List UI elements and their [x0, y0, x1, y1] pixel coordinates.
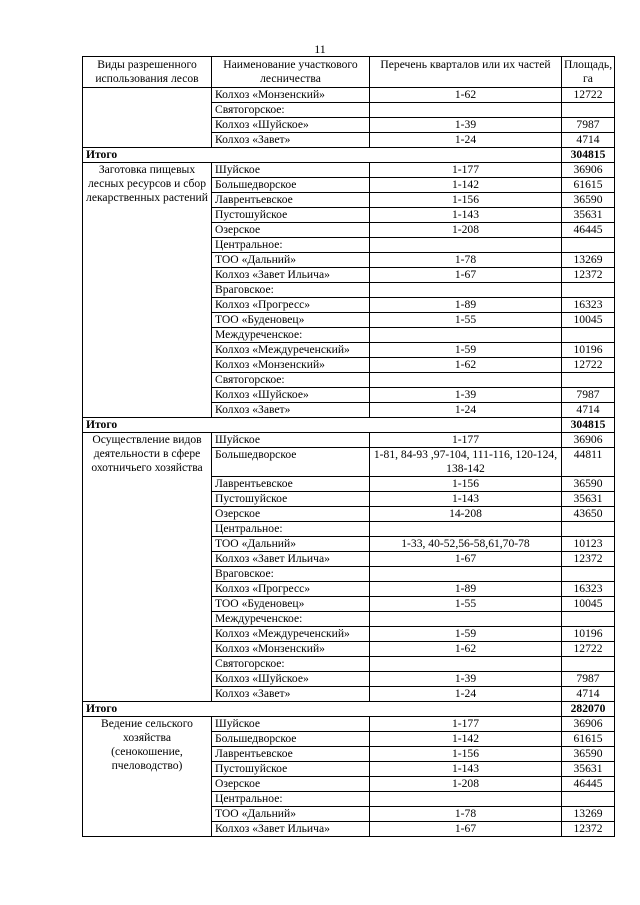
- area-cell: 7987: [562, 388, 615, 403]
- quarters-cell: 1-177: [370, 717, 562, 732]
- use-type-cell: [83, 88, 212, 148]
- forestry-name-cell: Пустошуйское: [212, 208, 370, 223]
- forest-use-table: [82, 56, 615, 837]
- quarters-cell: 1-143: [370, 762, 562, 777]
- area-cell: 13269: [562, 253, 615, 268]
- area-cell: [562, 283, 615, 298]
- area-cell: 10123: [562, 537, 615, 552]
- quarters-cell: 1-208: [370, 223, 562, 238]
- quarters-cell: 1-67: [370, 822, 562, 837]
- quarters-cell: 1-156: [370, 477, 562, 492]
- total-row: [83, 702, 615, 717]
- forestry-name-cell: Колхоз «Шуйское»: [212, 118, 370, 133]
- quarters-cell: 1-24: [370, 133, 562, 148]
- area-cell: 61615: [562, 178, 615, 193]
- area-cell: 12722: [562, 358, 615, 373]
- forestry-name-cell: Озерское: [212, 777, 370, 792]
- quarters-cell: 1-62: [370, 88, 562, 103]
- quarters-cell: [370, 522, 562, 537]
- quarters-cell: [370, 328, 562, 343]
- header-area: Площадь, га: [562, 57, 615, 88]
- quarters-cell: 1-59: [370, 343, 562, 358]
- quarters-cell: [370, 567, 562, 582]
- total-label: Итого: [83, 148, 562, 163]
- forestry-name-cell: Центральное:: [212, 238, 370, 253]
- forestry-name-cell: Лаврентьевское: [212, 747, 370, 762]
- quarters-cell: [370, 103, 562, 118]
- area-cell: 46445: [562, 223, 615, 238]
- area-cell: 10196: [562, 343, 615, 358]
- forestry-name-cell: Колхоз «Завет»: [212, 403, 370, 418]
- area-cell: [562, 522, 615, 537]
- quarters-cell: 1-177: [370, 433, 562, 448]
- quarters-cell: 1-24: [370, 403, 562, 418]
- forestry-name-cell: Лаврентьевское: [212, 193, 370, 208]
- area-cell: 36590: [562, 193, 615, 208]
- forestry-name-cell: Озерское: [212, 223, 370, 238]
- total-label: Итого: [83, 702, 562, 717]
- quarters-cell: 1-39: [370, 672, 562, 687]
- quarters-cell: 1-55: [370, 313, 562, 328]
- area-cell: 16323: [562, 298, 615, 313]
- area-cell: [562, 238, 615, 253]
- forestry-name-cell: Колхоз «Завет»: [212, 687, 370, 702]
- table-row: [83, 433, 615, 448]
- forestry-name-cell: Колхоз «Монзенский»: [212, 88, 370, 103]
- quarters-cell: 14-208: [370, 507, 562, 522]
- header-forestry-name: Наименование участкового лесничества: [212, 57, 370, 88]
- quarters-cell: 1-78: [370, 253, 562, 268]
- forestry-name-cell: Большедворское: [212, 448, 370, 477]
- forestry-name-cell: ТОО «Буденовец»: [212, 597, 370, 612]
- forestry-name-cell: Святогорское:: [212, 103, 370, 118]
- use-type-cell: Заготовка пищевых лесных ресурсов и сбор лекарственных растений: [83, 163, 212, 418]
- forestry-name-cell: Колхоз «Завет Ильича»: [212, 822, 370, 837]
- quarters-cell: 1-156: [370, 193, 562, 208]
- forestry-name-cell: Колхоз «Междуреченский»: [212, 343, 370, 358]
- area-cell: 12372: [562, 822, 615, 837]
- forestry-name-cell: Колхоз «Завет Ильича»: [212, 552, 370, 567]
- forestry-name-cell: Враговское:: [212, 567, 370, 582]
- forestry-name-cell: Колхоз «Междуреченский»: [212, 627, 370, 642]
- area-cell: 16323: [562, 582, 615, 597]
- quarters-cell: [370, 657, 562, 672]
- use-type-cell: Осуществление видов деятельности в сфере охотничьего хозяйства: [83, 433, 212, 702]
- area-cell: 4714: [562, 403, 615, 418]
- forestry-name-cell: ТОО «Дальний»: [212, 537, 370, 552]
- forestry-name-cell: Междуреченское:: [212, 328, 370, 343]
- total-row: [83, 418, 615, 433]
- area-cell: 7987: [562, 672, 615, 687]
- forestry-name-cell: Святогорское:: [212, 373, 370, 388]
- total-value: 304815: [562, 148, 615, 163]
- forestry-name-cell: Большедворское: [212, 178, 370, 193]
- area-cell: 12722: [562, 642, 615, 657]
- area-cell: 46445: [562, 777, 615, 792]
- area-cell: 10196: [562, 627, 615, 642]
- table-header-row: [83, 57, 615, 88]
- forestry-name-cell: Центральное:: [212, 792, 370, 807]
- area-cell: 12372: [562, 552, 615, 567]
- area-cell: 10045: [562, 313, 615, 328]
- quarters-cell: 1-39: [370, 118, 562, 133]
- area-cell: 4714: [562, 687, 615, 702]
- quarters-cell: 1-78: [370, 807, 562, 822]
- area-cell: [562, 103, 615, 118]
- quarters-cell: 1-62: [370, 358, 562, 373]
- forestry-name-cell: Колхоз «Завет»: [212, 133, 370, 148]
- quarters-cell: 1-89: [370, 298, 562, 313]
- use-type-cell: Ведение сельского хозяйства (сенокошение, пчеловодство): [83, 717, 212, 837]
- forestry-name-cell: Лаврентьевское: [212, 477, 370, 492]
- total-value: 282070: [562, 702, 615, 717]
- total-label: Итого: [83, 418, 562, 433]
- quarters-cell: 1-143: [370, 492, 562, 507]
- area-cell: 7987: [562, 118, 615, 133]
- quarters-cell: 1-89: [370, 582, 562, 597]
- forestry-name-cell: Пустошуйское: [212, 762, 370, 777]
- quarters-cell: 1-143: [370, 208, 562, 223]
- quarters-cell: 1-177: [370, 163, 562, 178]
- area-cell: 4714: [562, 133, 615, 148]
- forestry-name-cell: Колхоз «Шуйское»: [212, 388, 370, 403]
- total-row: [83, 148, 615, 163]
- header-quarters-list: Перечень кварталов или их частей: [370, 57, 562, 88]
- area-cell: 10045: [562, 597, 615, 612]
- forestry-name-cell: Колхоз «Прогресс»: [212, 582, 370, 597]
- forestry-name-cell: Колхоз «Прогресс»: [212, 298, 370, 313]
- area-cell: [562, 567, 615, 582]
- forestry-name-cell: Междуреченское:: [212, 612, 370, 627]
- table-row: [83, 717, 615, 732]
- area-cell: [562, 328, 615, 343]
- area-cell: 13269: [562, 807, 615, 822]
- quarters-cell: [370, 792, 562, 807]
- forestry-name-cell: Шуйское: [212, 717, 370, 732]
- quarters-cell: 1-24: [370, 687, 562, 702]
- area-cell: [562, 657, 615, 672]
- area-cell: 12722: [562, 88, 615, 103]
- forestry-name-cell: Колхоз «Монзенский»: [212, 358, 370, 373]
- quarters-cell: [370, 283, 562, 298]
- area-cell: 35631: [562, 208, 615, 223]
- table-row: [83, 88, 615, 103]
- area-cell: 61615: [562, 732, 615, 747]
- forestry-name-cell: Враговское:: [212, 283, 370, 298]
- forestry-name-cell: Святогорское:: [212, 657, 370, 672]
- forestry-name-cell: ТОО «Дальний»: [212, 807, 370, 822]
- forestry-name-cell: Колхоз «Шуйское»: [212, 672, 370, 687]
- quarters-cell: [370, 373, 562, 388]
- forestry-name-cell: Шуйское: [212, 433, 370, 448]
- header-use-type: Виды разрешенного использования лесов: [83, 57, 212, 88]
- quarters-cell: 1-208: [370, 777, 562, 792]
- quarters-cell: 1-67: [370, 268, 562, 283]
- area-cell: [562, 612, 615, 627]
- table-body: [83, 88, 615, 837]
- area-cell: 36906: [562, 433, 615, 448]
- quarters-cell: [370, 612, 562, 627]
- area-cell: 36906: [562, 717, 615, 732]
- area-cell: 36590: [562, 477, 615, 492]
- page-number: 11: [314, 42, 326, 56]
- quarters-cell: 1-67: [370, 552, 562, 567]
- forestry-name-cell: Колхоз «Монзенский»: [212, 642, 370, 657]
- quarters-cell: [370, 238, 562, 253]
- quarters-cell: 1-142: [370, 178, 562, 193]
- area-cell: 36590: [562, 747, 615, 762]
- area-cell: 35631: [562, 492, 615, 507]
- forestry-name-cell: Шуйское: [212, 163, 370, 178]
- quarters-cell: 1-142: [370, 732, 562, 747]
- area-cell: 12372: [562, 268, 615, 283]
- forestry-name-cell: Озерское: [212, 507, 370, 522]
- quarters-cell: 1-39: [370, 388, 562, 403]
- area-cell: 35631: [562, 762, 615, 777]
- forestry-name-cell: ТОО «Дальний»: [212, 253, 370, 268]
- quarters-cell: 1-156: [370, 747, 562, 762]
- forestry-name-cell: ТОО «Буденовец»: [212, 313, 370, 328]
- area-cell: 43650: [562, 507, 615, 522]
- forestry-name-cell: Большедворское: [212, 732, 370, 747]
- area-cell: 44811: [562, 448, 615, 477]
- quarters-cell: 1-33, 40-52,56-58,61,70-78: [370, 537, 562, 552]
- forestry-name-cell: Центральное:: [212, 522, 370, 537]
- quarters-cell: 1-62: [370, 642, 562, 657]
- table-row: [83, 163, 615, 178]
- total-value: 304815: [562, 418, 615, 433]
- area-cell: 36906: [562, 163, 615, 178]
- forestry-name-cell: Пустошуйское: [212, 492, 370, 507]
- quarters-cell: 1-55: [370, 597, 562, 612]
- area-cell: [562, 373, 615, 388]
- quarters-cell: 1-59: [370, 627, 562, 642]
- quarters-cell: 1-81, 84-93 ,97-104, 111-116, 120-124, 138-142: [370, 448, 562, 477]
- forestry-name-cell: Колхоз «Завет Ильича»: [212, 268, 370, 283]
- area-cell: [562, 792, 615, 807]
